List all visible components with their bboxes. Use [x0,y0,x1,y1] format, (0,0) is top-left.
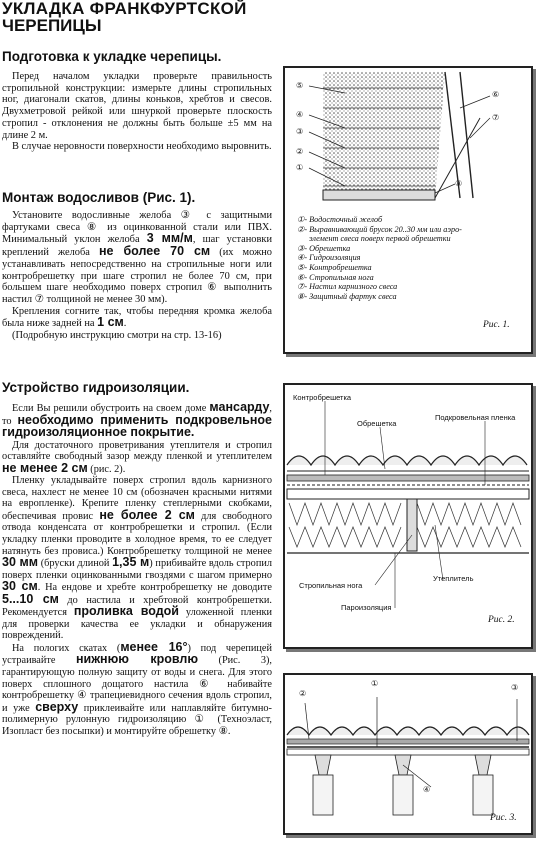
figure-3-caption: Рис. 3. [490,813,517,823]
page-title [2,0,247,34]
text: (рис. 2). [87,463,126,475]
text: уложенной пленки для проверки качества ее укладки и обнаружения повреждений. [2,607,272,642]
label-rafter: Стропильная нога [299,581,363,590]
callout-3: ③ [296,127,304,136]
emphasis: не менее 2 см [2,460,88,475]
figure-3-drawing [285,675,531,833]
paragraph: (Подробную инструкцию смотри на стр. 13-16) [12,330,222,342]
text: Для достаточного проветривания утеплителя и стропил оставляйте свободный зазор между пленкой и утеплителем [2,439,272,463]
section3-text [2,402,272,737]
tile-profile [287,727,529,735]
emphasis: 1 см [97,315,124,330]
text: . На ендове и хребте контробрешетку не доводите [37,582,272,594]
section-heading-gutters: Монтаж водосливов (Рис. 1). [2,190,196,205]
text: (Рис. 3), гарантирующую полную защиту от воды и снега. Для этого поверх сплошного дощатого настила ⑥ набивайте контробрешетку ④ трапециевидного сечения вдоль стропил, и уже [2,655,272,714]
figure-3 [283,673,533,835]
section1-text [2,71,272,153]
emphasis: не более 2 см [99,507,195,522]
callout-2: ② [296,147,304,156]
callout-3: ③ [511,683,519,692]
rafter-top [287,489,529,499]
insulation [289,503,521,547]
legend-item: ⑤- Контробрешетка [297,262,372,272]
figure-2-caption: Рис. 2. [488,615,515,625]
paragraph [2,306,272,330]
figure-2-drawing [285,385,531,647]
label-lath: Обрешетка [357,419,397,428]
emphasis: необходимо применить подкровельное гидроизоляционное покрытие. [2,412,272,440]
text: ) под черепицей устраивайте [2,642,273,667]
emphasis: не более 70 см [98,244,211,259]
legend-item: ②- Выравнивающий брусок 20..30 мм или аэро- [297,224,462,234]
figure-1-caption: Рис. 1. [483,320,510,330]
text: , то [2,403,272,427]
rafter-section [407,499,417,551]
text: (бруски длиной [38,558,113,570]
page-title-line1: УКЛАДКА ФРАНКФУРТСКОЙ [2,0,247,18]
lath-layer [287,739,529,744]
legend-item: ⑥- Стропильная нога [297,272,374,282]
figure-1 [283,66,533,354]
paragraph: В случае неровности поверхности необходимо выровнить. [12,141,272,153]
page-title-line2: ЧЕРЕПИЦЫ [2,16,102,35]
label-vapor: Пароизоляция [341,603,392,612]
legend-item: ④- Гидроизоляция [297,253,361,263]
emphasis: нижнюю кровлю [75,652,199,667]
paragraph [2,402,272,440]
emphasis: 5...10 см [2,591,59,606]
paragraph [2,639,273,737]
emphasis: проливка водой [73,604,179,619]
emphasis: 30 см [2,579,38,594]
callout-7: ⑦ [492,113,500,122]
paragraph [2,210,272,306]
legend-item: ③- Обрешетка [297,243,351,253]
figure-2 [283,383,533,649]
callout-6: ⑥ [492,90,500,99]
paragraph [2,475,272,642]
figure-1-drawing [285,68,531,208]
tile-profile [287,456,527,465]
text: Пленку укладывайте поверх стропил вдоль карнизного свеса, нахлест не менее 10 см (обозначен красными нитями на европленке). Крепите пленку степлерными скобками, обеспечивая провис [2,475,272,522]
callout-5: ⑤ [296,81,304,90]
section2-text [2,210,272,342]
figure-1-legend [297,215,462,301]
legend-item: элемент свеса поверх первой обрешетки [309,234,451,244]
legend-item: ⑧- Защитный фартук свеса [297,291,397,301]
callout-4: ④ [423,785,431,794]
text: На пологих скатах ( [12,642,121,654]
text: Установите водосливные желоба ③ с защитными фартуками свеса ⑧ из оцинкованной стали или ПВХ. Минимальный уклон желоба [2,210,272,246]
text: , шаг установки креплений желоба [2,234,272,259]
text: до настила и хребтовой контробрешетки. Рекомендуется [2,594,272,619]
emphasis: 1,35 м [112,555,150,570]
callout-1: ① [371,679,379,688]
label-film: Подкровельная пленка [435,413,516,422]
text: Если Вы решили обустроить на своем доме [12,403,210,414]
emphasis: менее 16° [120,639,188,654]
section-heading-preparation: Подготовка к укладке черепицы. [2,49,222,64]
counter-batten [287,475,529,481]
emphasis: 3 мм/м [146,231,193,246]
paragraph [2,440,272,476]
text: . [123,318,127,330]
label-insulation: Утеплитель [433,574,474,583]
emphasis: 30 мм [2,555,39,570]
text: Крепления согните так, чтобы передняя кромка желоба была ниже задней на [2,305,272,330]
roof-surface [323,72,445,198]
callout-8: ⑧ [455,179,463,188]
callout-1: ① [296,163,304,172]
rafters [313,775,493,815]
text: приклеивайте или наплавляйте битумно-полимерную рулонную гидроизоляцию ① (Техноэласт, Изопласт без посыпки) и монтируйте обрешетку ⑧. [2,702,272,737]
gutter [323,190,435,200]
text: для свободного отвода конденсата от контробрешетки и стропил. (Если укладку пленки проводите в холодное время, то ее следует натянуть без провиса.) Контробрешетку толщиной не менее [2,510,273,557]
label-counter-batten: Контробрешетка [293,393,352,402]
paragraph: Перед началом укладки проверьте правильность стропильной конструкции: измерьте длины стропильных ног, диагонали скатов, длины коньков, хребтов и свесов. Двухметровой рейкой или шнуркой проверьте плоскость стропил - отклонения не должны быть больше ±5 мм на длине 2 м. [2,71,272,141]
text: (их можно устанавливать непосредственно на стропильные ноги или контробрешетку при шаге стропил не более 70 см, при большем шаге необходимо поверх стропил ⑥ выполнить настил ⑦ толщиной не менее 30 мм). [2,247,273,305]
boarding-layer [287,749,529,755]
emphasis: сверху [35,699,79,714]
legend-item: ⑦- Настил карнизного свеса [297,282,398,292]
emphasis: мансарду [209,400,270,414]
callout-4: ④ [296,110,304,119]
legend-item: ①- Водосточный желоб [297,215,383,224]
text: ) прибивайте вдоль стропил поверх пленки оцинкованными гвоздями с шагом примерно [2,558,272,581]
section-heading-waterproofing: Устройство гидроизоляции. [2,380,190,395]
callout-2: ② [299,689,307,698]
